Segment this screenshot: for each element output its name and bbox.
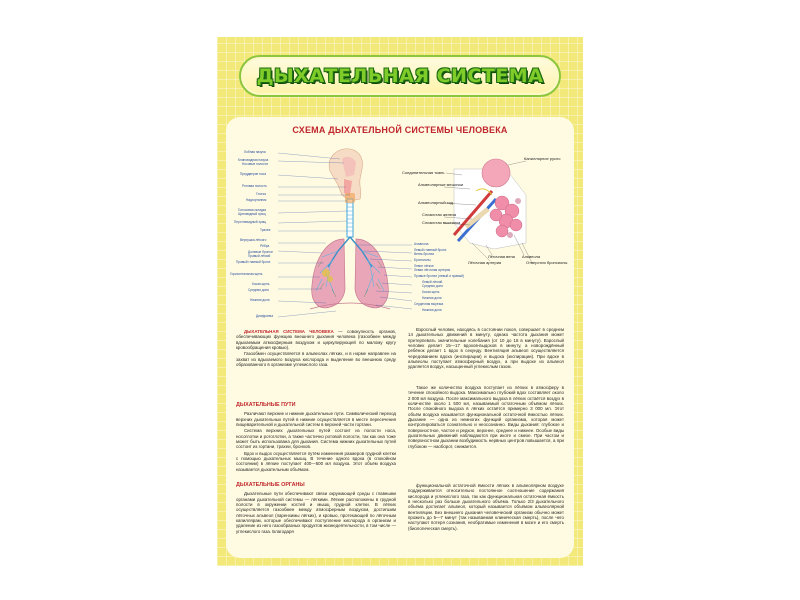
label-pharynx: Глотка xyxy=(256,192,266,196)
label-bronchus-branch: Ветвь бронха xyxy=(414,252,434,256)
label-lower-lobe: Нижняя доля xyxy=(250,298,270,302)
scheme-title: СХЕМА ДЫХАТЕЛЬНОЙ СИСТЕМЫ ЧЕЛОВЕКА xyxy=(292,125,508,135)
right-paragraph-1: Взрослый человек, находясь в состоянии покоя, совершает в среднем 14 дыхательных движений в минуту, однако частота дыхания может претерпевать значительные колебания (от 10 до 18 в минуту). Взрослый человек делает 15—17 вдохов-выдохов в минуту, а новорождённый ребёнок делает 1 вдох в секунду. Вентиляция альвеол осуществляется чередованием вдоха (инспирации) и выдоха (экспирации). При вдохе в альвеолы поступает атмосферный воздух, а при выдохе из альвеол удаляется воздух, насыщенный углекислым газом. xyxy=(408,327,564,370)
label-vocal-fold: Голосовая складка xyxy=(238,208,267,212)
content-panel xyxy=(226,117,574,558)
label-nasal-vestibule: Преддверие носа xyxy=(240,172,267,176)
alveoli-detail xyxy=(454,159,526,249)
label-left-lung: Левое лёгкое xyxy=(414,264,434,268)
label-diaphragm: Диафрагма xyxy=(256,314,274,318)
label-right-main-bronchus: Правый главный бронх xyxy=(236,260,271,264)
label-bronchioles: Бронхиолы xyxy=(414,258,431,262)
right-paragraph-2: Такое же количество воздуха поступает из лёгких в атмосферу в течение спокойного выдоха. Максимально глубокий вдох составляет около 2 000 мл воздуха. После максимального выдоха в лёгких остаётся воздух в количестве около 1 500 мл, называемый остаточным объёмом лёгких. После спокойного выдоха в лёгких остаётся примерно 3 000 мл. Этот объём воздуха называется функциональной остаточной ёмкостью лёгких. Дыхание — одна из немногих функций организма, которая может контролироваться сознательно и неосознанно. Виды дыхания: глубокое и поверхностное, частое и редкое, верхнее, среднее и нижнее. Особые виды дыхательных движений наблюдаются при икоте и смехе. При частом и поверхностном дыхании возбудимость нервных центров повышается, а при глубоком — наоборот, снижается. xyxy=(408,385,564,449)
label-pulmonary-artery: Лёгочная артерия xyxy=(468,260,502,265)
right-column-breathing-rate xyxy=(408,327,564,371)
label-lung-apex: Верхушка лёгкого xyxy=(240,238,267,242)
label-connective-tissue: Соединительная ткань xyxy=(402,170,445,175)
label-trachea: Трахея xyxy=(260,228,271,232)
label-main-bronchi: Правые бронхи (левый и правый) xyxy=(414,274,464,278)
intro-text: — совокупность органов, обеспечивающих функцию внешнего дыхания человека (газообмен между вдыхаемым атмосферным воздухом и циркулирующей по малому кругу кровообращения кровью). xyxy=(236,329,396,351)
label-oral-cavity: Ротовая полость xyxy=(242,184,267,188)
label-frontal-sinus: Лобная пазуха xyxy=(244,150,266,154)
label-sphenoid-sinus: Клиновидная пазуха xyxy=(238,158,269,162)
left-column-organs xyxy=(236,483,396,535)
label-alveolar-sacs: Альвеолярные мешочки xyxy=(418,182,464,187)
label-left-lobe: Левый лёгкий xyxy=(422,280,443,284)
label-bronchiole-openings: Отверстия бронхиолы xyxy=(526,260,568,265)
label-cardiac-notch: Сердечная вырезка xyxy=(414,302,444,306)
label-horizontal-fissure: Горизонтальная щель xyxy=(230,272,263,276)
label-oblique-fissure: Косая щель xyxy=(252,282,270,286)
label-middle-lobe-right: Средняя доля xyxy=(422,284,443,288)
label-left-main-bronchus: Левый главный бронх xyxy=(414,248,447,252)
label-capillary-bed: Капиллярное русло xyxy=(524,156,561,161)
left-column-intro xyxy=(236,329,396,368)
right-column-volumes xyxy=(408,385,564,450)
label-alveolar-duct: Альвеолярный ход xyxy=(418,200,454,205)
label-lobar-bronchi: Долевые бронхи xyxy=(248,250,273,254)
airways-paragraph-1: Различают верхние и нижние дыхательные пути. Символический переход верхних дыхательных путей в нижние осуществляется в месте пересечения пищеварительной и дыхательной систем в верхней части гортани. xyxy=(236,411,396,428)
intro-paragraph-2: Газообмен осуществляется в альвеолах лёгких, и в норме направлен на захват из вдыхаемого воздуха кислорода и выделение во внешнюю среду образованного в организме углекислого газа. xyxy=(236,351,396,368)
airways-title: ДЫХАТЕЛЬНЫЕ ПУТИ xyxy=(236,402,296,408)
label-thyroid-cartilage: Щитовидный хрящ xyxy=(238,212,266,216)
label-lower-lobe-right-2: Нижняя доля xyxy=(422,308,442,312)
right-column-residual xyxy=(408,483,564,532)
organs-title: ДЫХАТЕЛЬНЫЕ ОРГАНЫ xyxy=(236,482,305,488)
anatomy-illustration xyxy=(226,139,574,324)
label-nasal-cavity: Носовые полости xyxy=(242,162,269,166)
label-mucous-gland: Слизистая железа xyxy=(422,212,457,217)
label-cricoid-cartilage: Перстневидный хрящ xyxy=(234,220,267,224)
label-left-pulmonary-artery: Левая лёгочная артерия xyxy=(414,268,451,272)
right-paragraph-3: функциональной остаточной ёмкости лёгких в альвеолярном воздухе поддерживается относительно постоянное соотношение содержания кислорода и углекислого газа, так как функциональная остаточная ёмкость в несколько раз больше дыхательного объёма. Только 2/3 дыхательного объёма достигает альвеол, который называется объёмом альвеолярной вентиляции. Без внешнего дыхания человеческий организм обычно может прожить до 5—7 минут (так называемая клиническая смерть), после чего наступают потеря сознания, необратимые изменения в мозге и его смерть (биологическая смерть). xyxy=(408,483,564,531)
title-banner xyxy=(239,55,561,97)
label-right-lung: Правый лёгкий xyxy=(248,254,271,258)
label-alveolus-detail: Альвеола xyxy=(522,254,541,259)
label-oblique-fissure-right: Косая щель xyxy=(422,290,440,294)
left-column-airways xyxy=(236,403,396,473)
label-ribs: Рёбра xyxy=(260,244,270,248)
organs-paragraph-1: Дыхательные пути обеспечивают связи окружающей среды с главными органами дыхательной системы — лёгкими. Лёгкие расположены в грудной полости в окружении костей и мышц грудной клетки. В лёгких осуществляется газообмен между атмосферным воздухом, достигшим лёгочных альвеол (паренхимы лёгких), и кровью, протекающей по лёгочным капиллярам, которые обеспечивают поступление кислорода в организм и удаление из него газообразных продуктов жизнедеятельности, в том числе — углекислого газа. Благодаря xyxy=(236,491,396,534)
label-mucous-lining: Слизистая выстилка xyxy=(422,220,461,225)
label-pulmonary-vein: Лёгочная вена xyxy=(488,254,515,259)
label-lower-lobe-right: Нижняя доля xyxy=(422,296,442,300)
poster-title: ДЫХАТЕЛЬНАЯ СИСТЕМА xyxy=(256,65,544,87)
label-epiglottis: Надгортанник xyxy=(246,198,267,202)
poster xyxy=(217,37,583,566)
airways-paragraph-2: Система верхних дыхательных путей состоит из полости носа, носоглотки и ротоглотки, а также частично ротовой полости, так как она тоже может быть использована для дыхания. Система нижних дыхательных путей состоит из гортани, трахеи, бронхов. xyxy=(236,428,396,450)
label-middle-lobe: Средняя доля xyxy=(248,288,269,292)
intro-lead: ДЫХАТЕЛЬНАЯ СИСТЕМА ЧЕЛОВЕКА xyxy=(244,329,334,334)
respiratory-diagram xyxy=(226,139,574,324)
label-alveolus: Альвеола xyxy=(414,242,429,246)
airways-paragraph-3: Вдох и выдох осуществляется путём изменения размеров грудной клетки с помощью дыхательных мышц. В течение одного вдоха (в спокойном состоянии) в лёгкие поступает 400—500 мл воздуха. Этот объём воздуха называется дыхательным объёмом. xyxy=(236,450,396,472)
